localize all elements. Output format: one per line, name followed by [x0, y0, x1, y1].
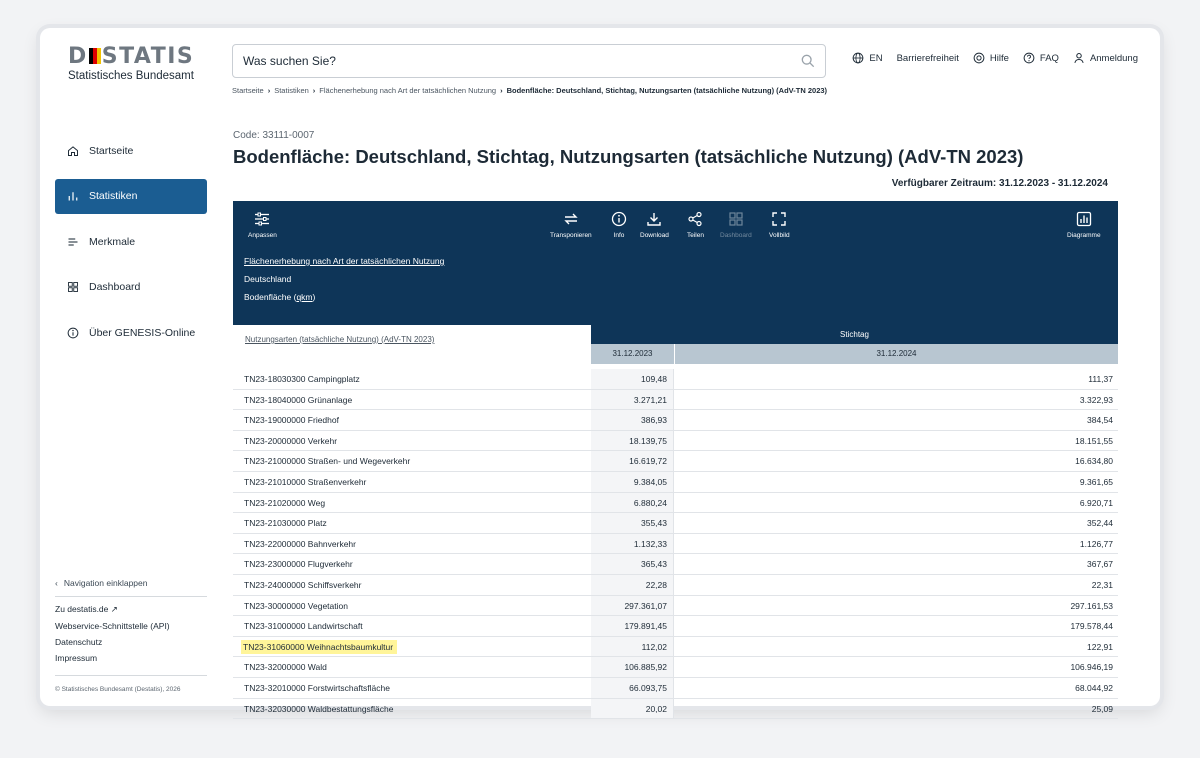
sidebar-item-statistiken[interactable]: Statistiken — [55, 179, 207, 214]
adjust-button[interactable]: Anpassen — [248, 211, 277, 239]
language-switch[interactable]: EN — [852, 52, 882, 64]
table-row — [233, 554, 1118, 575]
sliders-icon — [254, 211, 270, 227]
cell-value: 365,43 — [591, 554, 674, 574]
table-code: Code: 33111-0007 — [233, 130, 315, 141]
cell-value: 179.891,45 — [591, 616, 674, 636]
cell-value: 386,93 — [591, 410, 674, 430]
collapse-navigation-button[interactable]: ‹ Navigation einklappen — [55, 578, 207, 597]
cell-value: 112,02 — [591, 637, 674, 657]
download-button[interactable]: Download — [640, 211, 669, 239]
cell-value: 1.126,77 — [1079, 538, 1113, 549]
table-row — [233, 431, 1118, 452]
chart-icon — [1076, 211, 1092, 227]
table-row — [233, 657, 1118, 678]
region-label: Deutschland — [244, 274, 292, 284]
row-label: TN23-18030300 Campingplatz — [244, 374, 360, 384]
row-label: TN23-21030000 Platz — [244, 518, 327, 529]
column-group-header: Stichtag — [591, 325, 1118, 344]
accessibility-link[interactable]: Barrierefreiheit — [896, 52, 959, 64]
charts-button[interactable]: Diagramme — [1067, 211, 1101, 239]
cell-value: 352,44 — [1087, 518, 1113, 529]
table-row — [233, 472, 1118, 493]
cell-value: 66.093,75 — [591, 678, 674, 698]
lifebuoy-icon — [973, 52, 985, 64]
cell-value: 111,37 — [1088, 374, 1113, 384]
table-row — [233, 616, 1118, 637]
table-row — [233, 451, 1118, 472]
dashboard-button[interactable]: Dashboard — [720, 211, 752, 239]
sidebar — [55, 133, 207, 361]
copyright: © Statistisches Bundesamt (Destatis), 2026 — [55, 686, 181, 693]
external-link-icon: ↗ — [110, 604, 118, 614]
survey-link[interactable]: Flächenerhebung nach Art der tatsächlichen Nutzung — [244, 256, 445, 266]
cell-value: 109,48 — [591, 369, 674, 389]
table-row — [233, 534, 1118, 555]
table-body — [233, 369, 1118, 719]
column-header-2024: 31.12.2024 — [675, 344, 1118, 364]
row-label: TN23-18040000 Grünanlage — [244, 394, 353, 405]
cell-value: 16.634,80 — [1075, 456, 1113, 467]
table-row — [233, 513, 1118, 534]
chevron-right-icon: › — [312, 86, 316, 95]
page-title: Bodenfläche: Deutschland, Stichtag, Nutzungsarten (tatsächliche Nutzung) (AdV-TN 2023) — [233, 146, 1024, 167]
cell-value: 18.151,55 — [1075, 435, 1113, 446]
breadcrumb — [232, 86, 827, 95]
link-api[interactable]: Webservice-Schnittstelle (API) — [55, 621, 170, 631]
help-link[interactable]: Hilfe — [973, 52, 1009, 64]
destatis-logo[interactable] — [68, 44, 194, 82]
logo-wordmark: D STATIS — [68, 44, 195, 69]
row-label: TN23-32000000 Wald — [244, 662, 327, 673]
table-row — [233, 678, 1118, 699]
row-label: TN23-32010000 Forstwirtschaftsfläche — [244, 682, 390, 693]
breadcrumb-item-survey[interactable]: Flächenerhebung nach Art der tatsächlichen Nutzung — [319, 86, 497, 95]
cell-value: 106.946,19 — [1070, 662, 1113, 673]
chevron-right-icon: › — [267, 86, 271, 95]
cell-value: 384,54 — [1087, 415, 1113, 426]
row-label: TN23-30000000 Vegetation — [244, 600, 348, 611]
breadcrumb-item-current: Bodenfläche: Deutschland, Stichtag, Nutzungsarten (tatsächliche Nutzung) (AdV-TN 2023) — [506, 86, 828, 95]
list-icon — [67, 236, 79, 248]
cell-value: 297.161,53 — [1070, 600, 1113, 611]
info-button[interactable]: Info — [611, 211, 627, 239]
sidebar-item-startseite[interactable]: Startseite — [55, 133, 207, 168]
row-dimension-header[interactable]: Nutzungsarten (tatsächliche Nutzung) (AdV-TN 2023) — [233, 325, 591, 369]
cell-value: 6.880,24 — [591, 493, 674, 513]
app-window — [40, 28, 1160, 714]
cell-value: 22,28 — [591, 575, 674, 595]
cell-value: 3.271,21 — [591, 390, 674, 410]
sidebar-item-merkmale[interactable]: Merkmale — [55, 224, 207, 259]
cell-value: 16.619,72 — [591, 451, 674, 471]
table-header — [233, 325, 1118, 369]
bar-chart-icon — [67, 190, 79, 202]
flag-icon — [89, 48, 101, 64]
dashboard-icon — [728, 211, 744, 227]
measure-label: Bodenfläche (qkm) — [244, 292, 316, 302]
info-icon — [611, 211, 627, 227]
table-row — [233, 493, 1118, 514]
home-icon — [67, 145, 79, 157]
column-header-2023: 31.12.2023 — [591, 344, 674, 364]
cell-value: 297.361,07 — [591, 596, 674, 616]
row-label: TN23-31060000 Weihnachtsbaumkultur — [241, 640, 397, 654]
search-box — [232, 44, 826, 78]
cell-value: 355,43 — [591, 513, 674, 533]
grid-icon — [67, 281, 79, 293]
cell-value: 22,31 — [1091, 579, 1113, 590]
chevron-right-icon: › — [500, 86, 503, 95]
row-label: TN23-22000000 Bahnverkehr — [244, 538, 356, 549]
download-icon — [646, 211, 662, 227]
table-toolbar — [233, 201, 1118, 252]
row-label: TN23-32030000 Waldbestattungsfläche — [244, 703, 394, 714]
link-impressum[interactable]: Impressum — [55, 653, 98, 663]
faq-link[interactable]: FAQ — [1023, 52, 1059, 64]
row-label: TN23-21010000 Straßenverkehr — [244, 476, 367, 487]
table-row — [233, 596, 1118, 617]
info-icon — [67, 327, 79, 339]
row-label: TN23-23000000 Flugverkehr — [244, 559, 353, 570]
cell-value: 6.920,71 — [1079, 497, 1113, 508]
chevron-left-icon: ‹ — [55, 578, 58, 588]
row-label: TN23-19000000 Friedhof — [244, 415, 339, 426]
data-table-panel — [233, 201, 1118, 714]
share-button[interactable]: Teilen — [687, 211, 704, 239]
table-row — [233, 390, 1118, 411]
top-navigation — [852, 52, 1138, 64]
cell-value: 9.361,65 — [1079, 476, 1113, 487]
link-destatis[interactable]: Zu destatis.de ↗ — [55, 604, 118, 614]
row-label: TN23-21000000 Straßen- und Wegeverkehr — [244, 456, 411, 467]
unit-link[interactable]: qkm — [296, 292, 313, 302]
search-icon[interactable] — [801, 54, 815, 68]
search-input[interactable] — [233, 45, 793, 77]
sidebar-footer — [55, 578, 207, 693]
sidebar-item-dashboard[interactable]: Dashboard — [55, 270, 207, 305]
cell-value: 106.885,92 — [591, 657, 674, 677]
cell-value: 68.044,92 — [1075, 682, 1113, 693]
fullscreen-icon — [771, 211, 787, 227]
cell-value: 18.139,75 — [591, 431, 674, 451]
table-row — [233, 699, 1118, 720]
link-datenschutz[interactable]: Datenschutz — [55, 637, 103, 647]
share-icon — [687, 211, 703, 227]
cell-value: 3.322,93 — [1079, 394, 1113, 405]
user-icon — [1073, 52, 1085, 64]
logo-subtitle: Statistisches Bundesamt — [68, 70, 194, 82]
cell-value: 20,02 — [591, 699, 674, 719]
available-timeframe: Verfügbarer Zeitraum: 31.12.2023 - 31.12.2024 — [891, 178, 1108, 189]
breadcrumb-item-statistiken[interactable]: Statistiken — [274, 86, 309, 95]
row-label: TN23-20000000 Verkehr — [244, 435, 338, 446]
table-row — [233, 369, 1118, 390]
sidebar-item-ueber-genesis[interactable]: Über GENESIS-Online — [55, 315, 207, 350]
table-metadata — [233, 252, 1118, 325]
swap-icon — [563, 211, 579, 227]
cell-value: 179.578,44 — [1070, 621, 1113, 632]
table-row — [233, 575, 1118, 596]
login-link[interactable]: Anmeldung — [1073, 52, 1138, 64]
breadcrumb-item-startseite[interactable]: Startseite — [232, 86, 264, 95]
cell-value: 25,09 — [1091, 703, 1113, 714]
cell-value: 122,91 — [1087, 641, 1113, 652]
table-row — [233, 637, 1118, 658]
row-label: TN23-24000000 Schiffsverkehr — [244, 579, 362, 590]
cell-value: 1.132,33 — [591, 534, 674, 554]
transpose-button[interactable]: Transponieren — [550, 211, 592, 239]
globe-icon — [852, 52, 864, 64]
cell-value: 367,67 — [1087, 559, 1113, 570]
table-row — [233, 410, 1118, 431]
row-label: TN23-21020000 Weg — [244, 497, 326, 508]
footer-links — [55, 597, 207, 676]
question-icon — [1023, 52, 1035, 64]
fullscreen-button[interactable]: Vollbild — [769, 211, 790, 239]
row-label: TN23-31000000 Landwirtschaft — [244, 621, 363, 632]
cell-value: 9.384,05 — [591, 472, 674, 492]
